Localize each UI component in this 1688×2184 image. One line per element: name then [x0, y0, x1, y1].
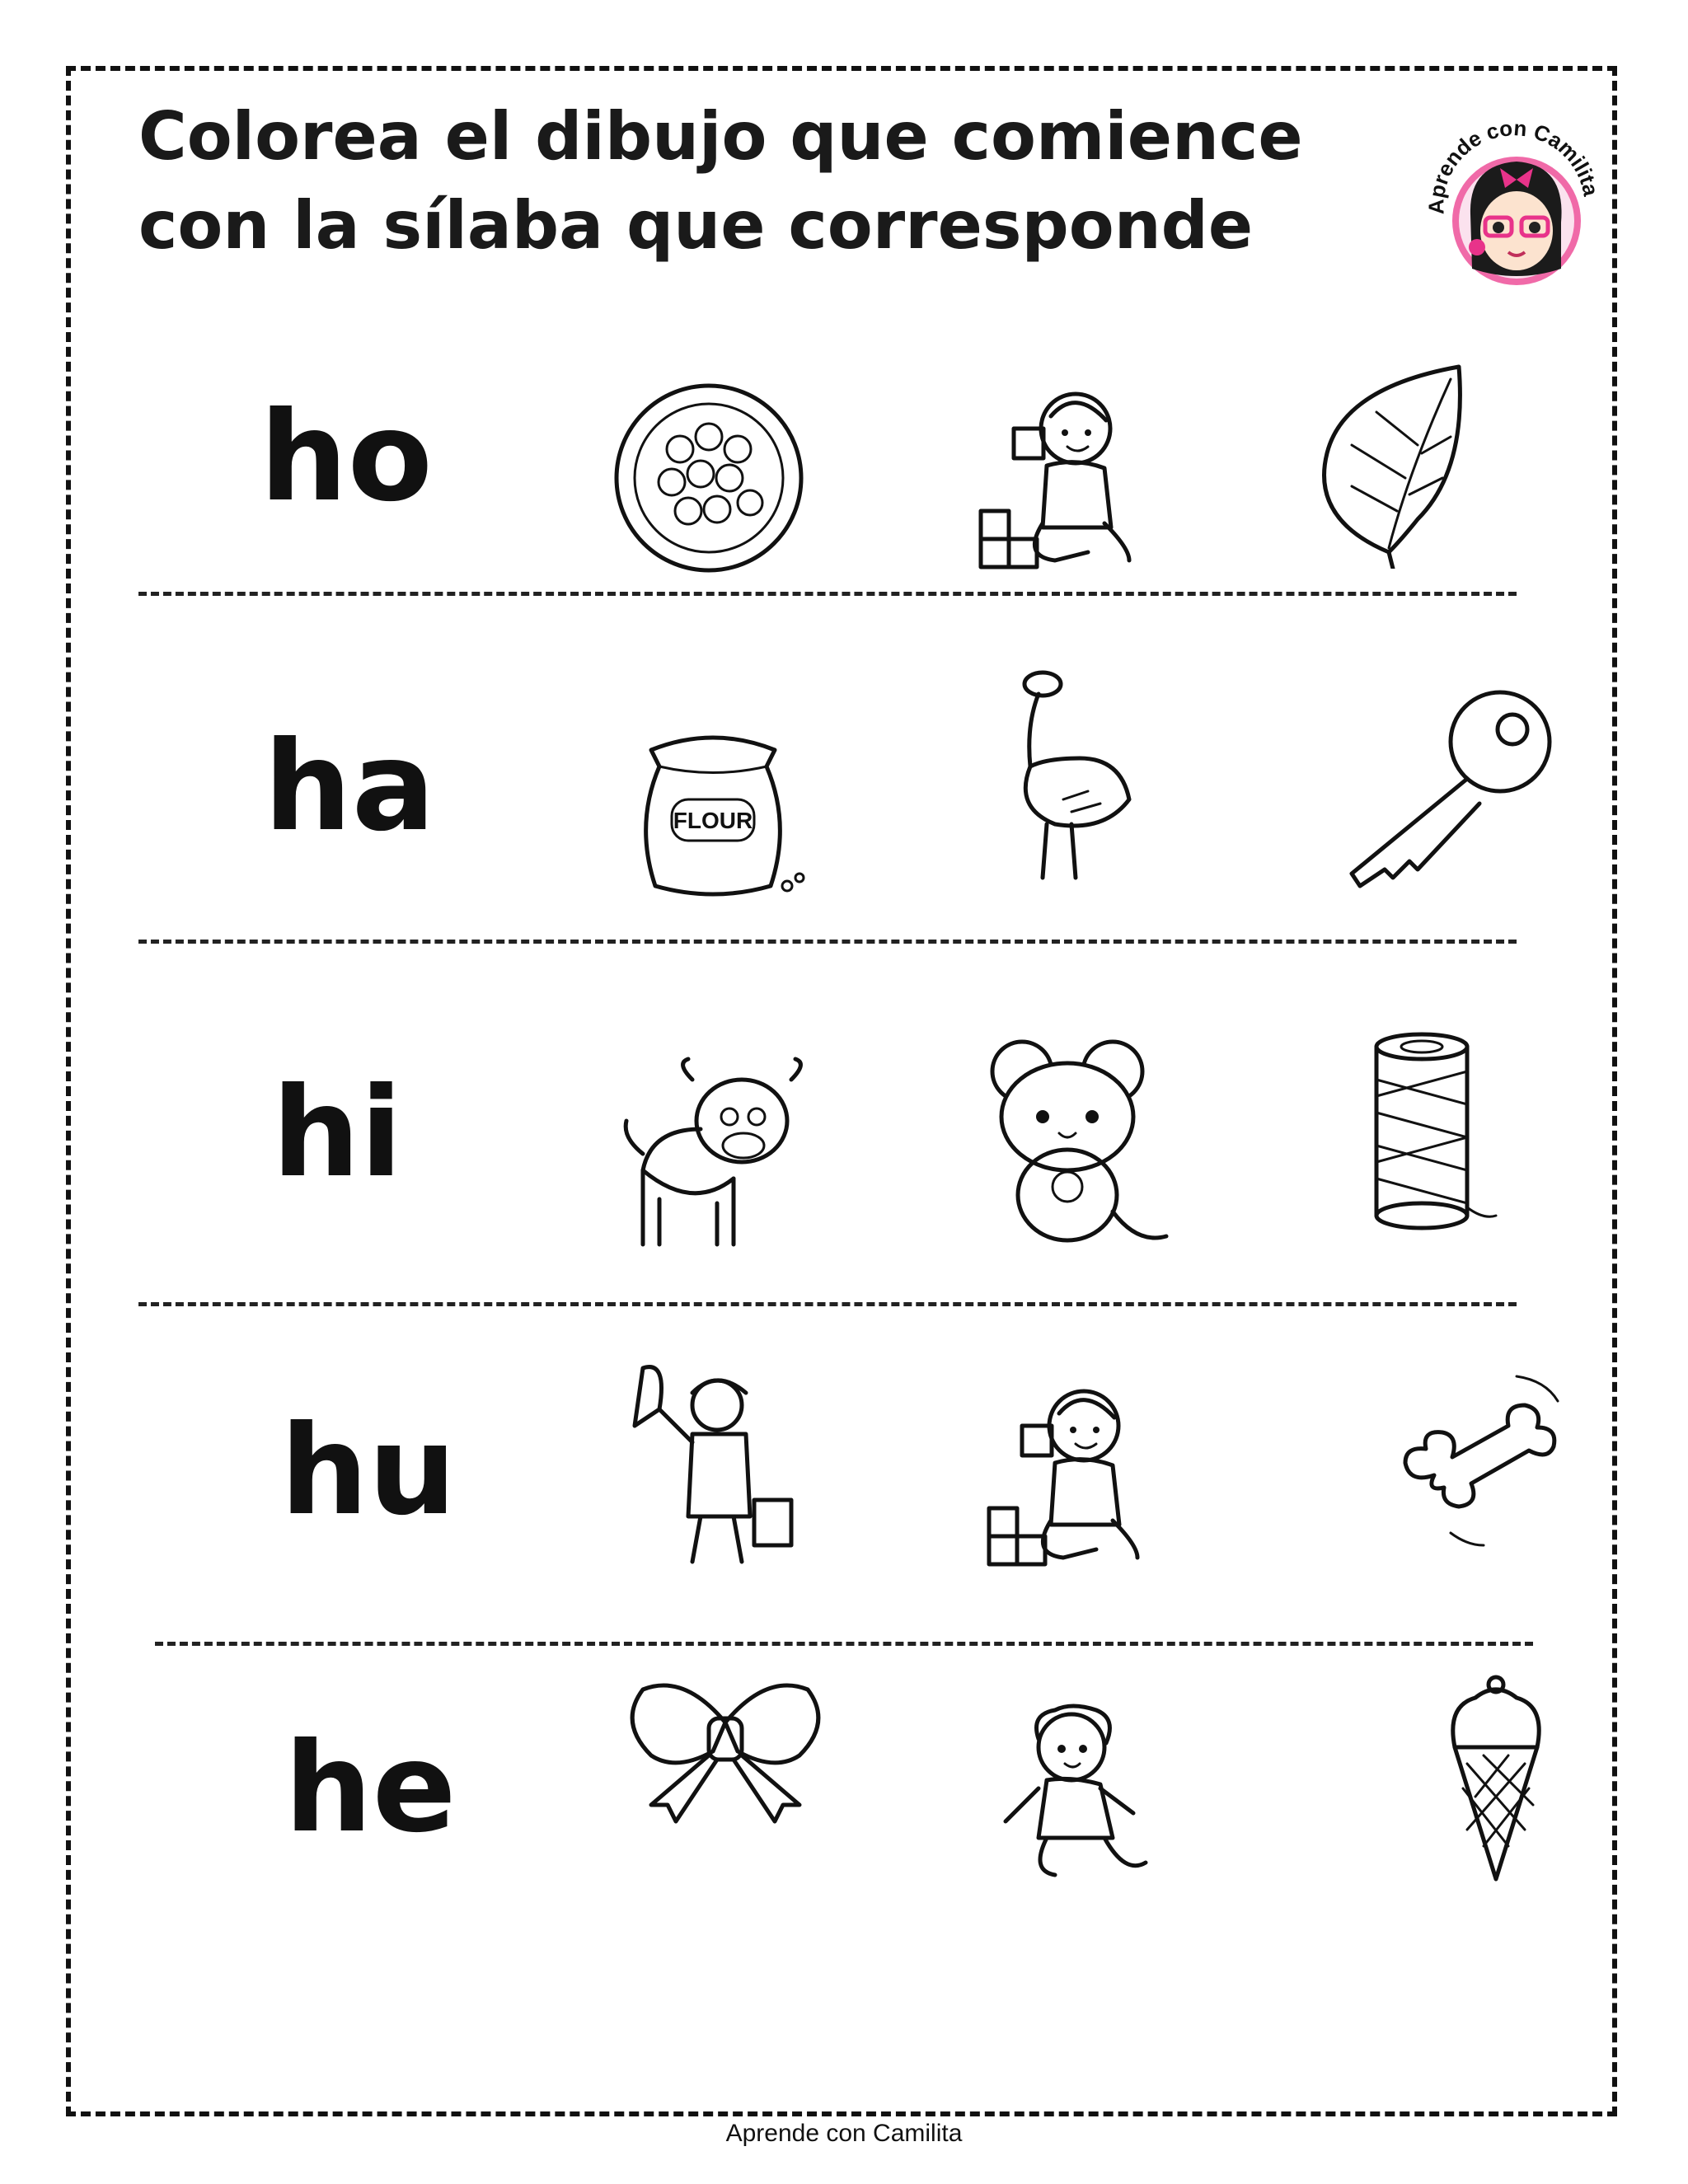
syllable-label: ho [260, 386, 433, 529]
row-separator [155, 1642, 1533, 1646]
child-blocks-icon[interactable] [964, 371, 1154, 585]
logo-text: Aprende con Camilita [1423, 115, 1604, 215]
child-blocks-icon[interactable] [973, 1368, 1162, 1582]
worksheet-title: Colorea el dibujo que comience con la sílaba que corresponde [138, 98, 1303, 264]
painter-icon[interactable] [610, 1360, 816, 1574]
key-icon[interactable] [1335, 684, 1566, 898]
row-hi [124, 1014, 1525, 1261]
row-ha [124, 659, 1525, 907]
syllable-label: he [284, 1717, 457, 1860]
row-ho [124, 346, 1525, 593]
ice-cream-icon[interactable] [1442, 1673, 1550, 1887]
buffalo-icon[interactable] [610, 1055, 824, 1269]
flour-bag-icon[interactable] [618, 701, 808, 915]
bone-icon[interactable] [1393, 1368, 1574, 1582]
row-he [124, 1665, 1525, 1912]
syllable-label: ha [264, 715, 436, 859]
cookies-plate-icon[interactable] [614, 371, 804, 585]
footer-credit: Aprende con Camilita [725, 2120, 963, 2147]
ostrich-icon[interactable] [964, 668, 1154, 882]
syllable-label: hu [280, 1399, 457, 1543]
syllable-label: hi [272, 1062, 403, 1205]
doll-icon[interactable] [981, 1698, 1179, 1912]
mouse-icon[interactable] [973, 1038, 1170, 1253]
thread-spool-icon[interactable] [1352, 1030, 1500, 1244]
row-hu [124, 1352, 1525, 1599]
row-separator [138, 1302, 1517, 1306]
bow-icon[interactable] [610, 1673, 841, 1887]
leaf-icon[interactable] [1294, 354, 1484, 569]
row-separator [138, 940, 1517, 944]
row-separator [138, 592, 1517, 596]
brand-logo [1419, 107, 1606, 293]
flour-label: FLOUR [673, 808, 753, 833]
